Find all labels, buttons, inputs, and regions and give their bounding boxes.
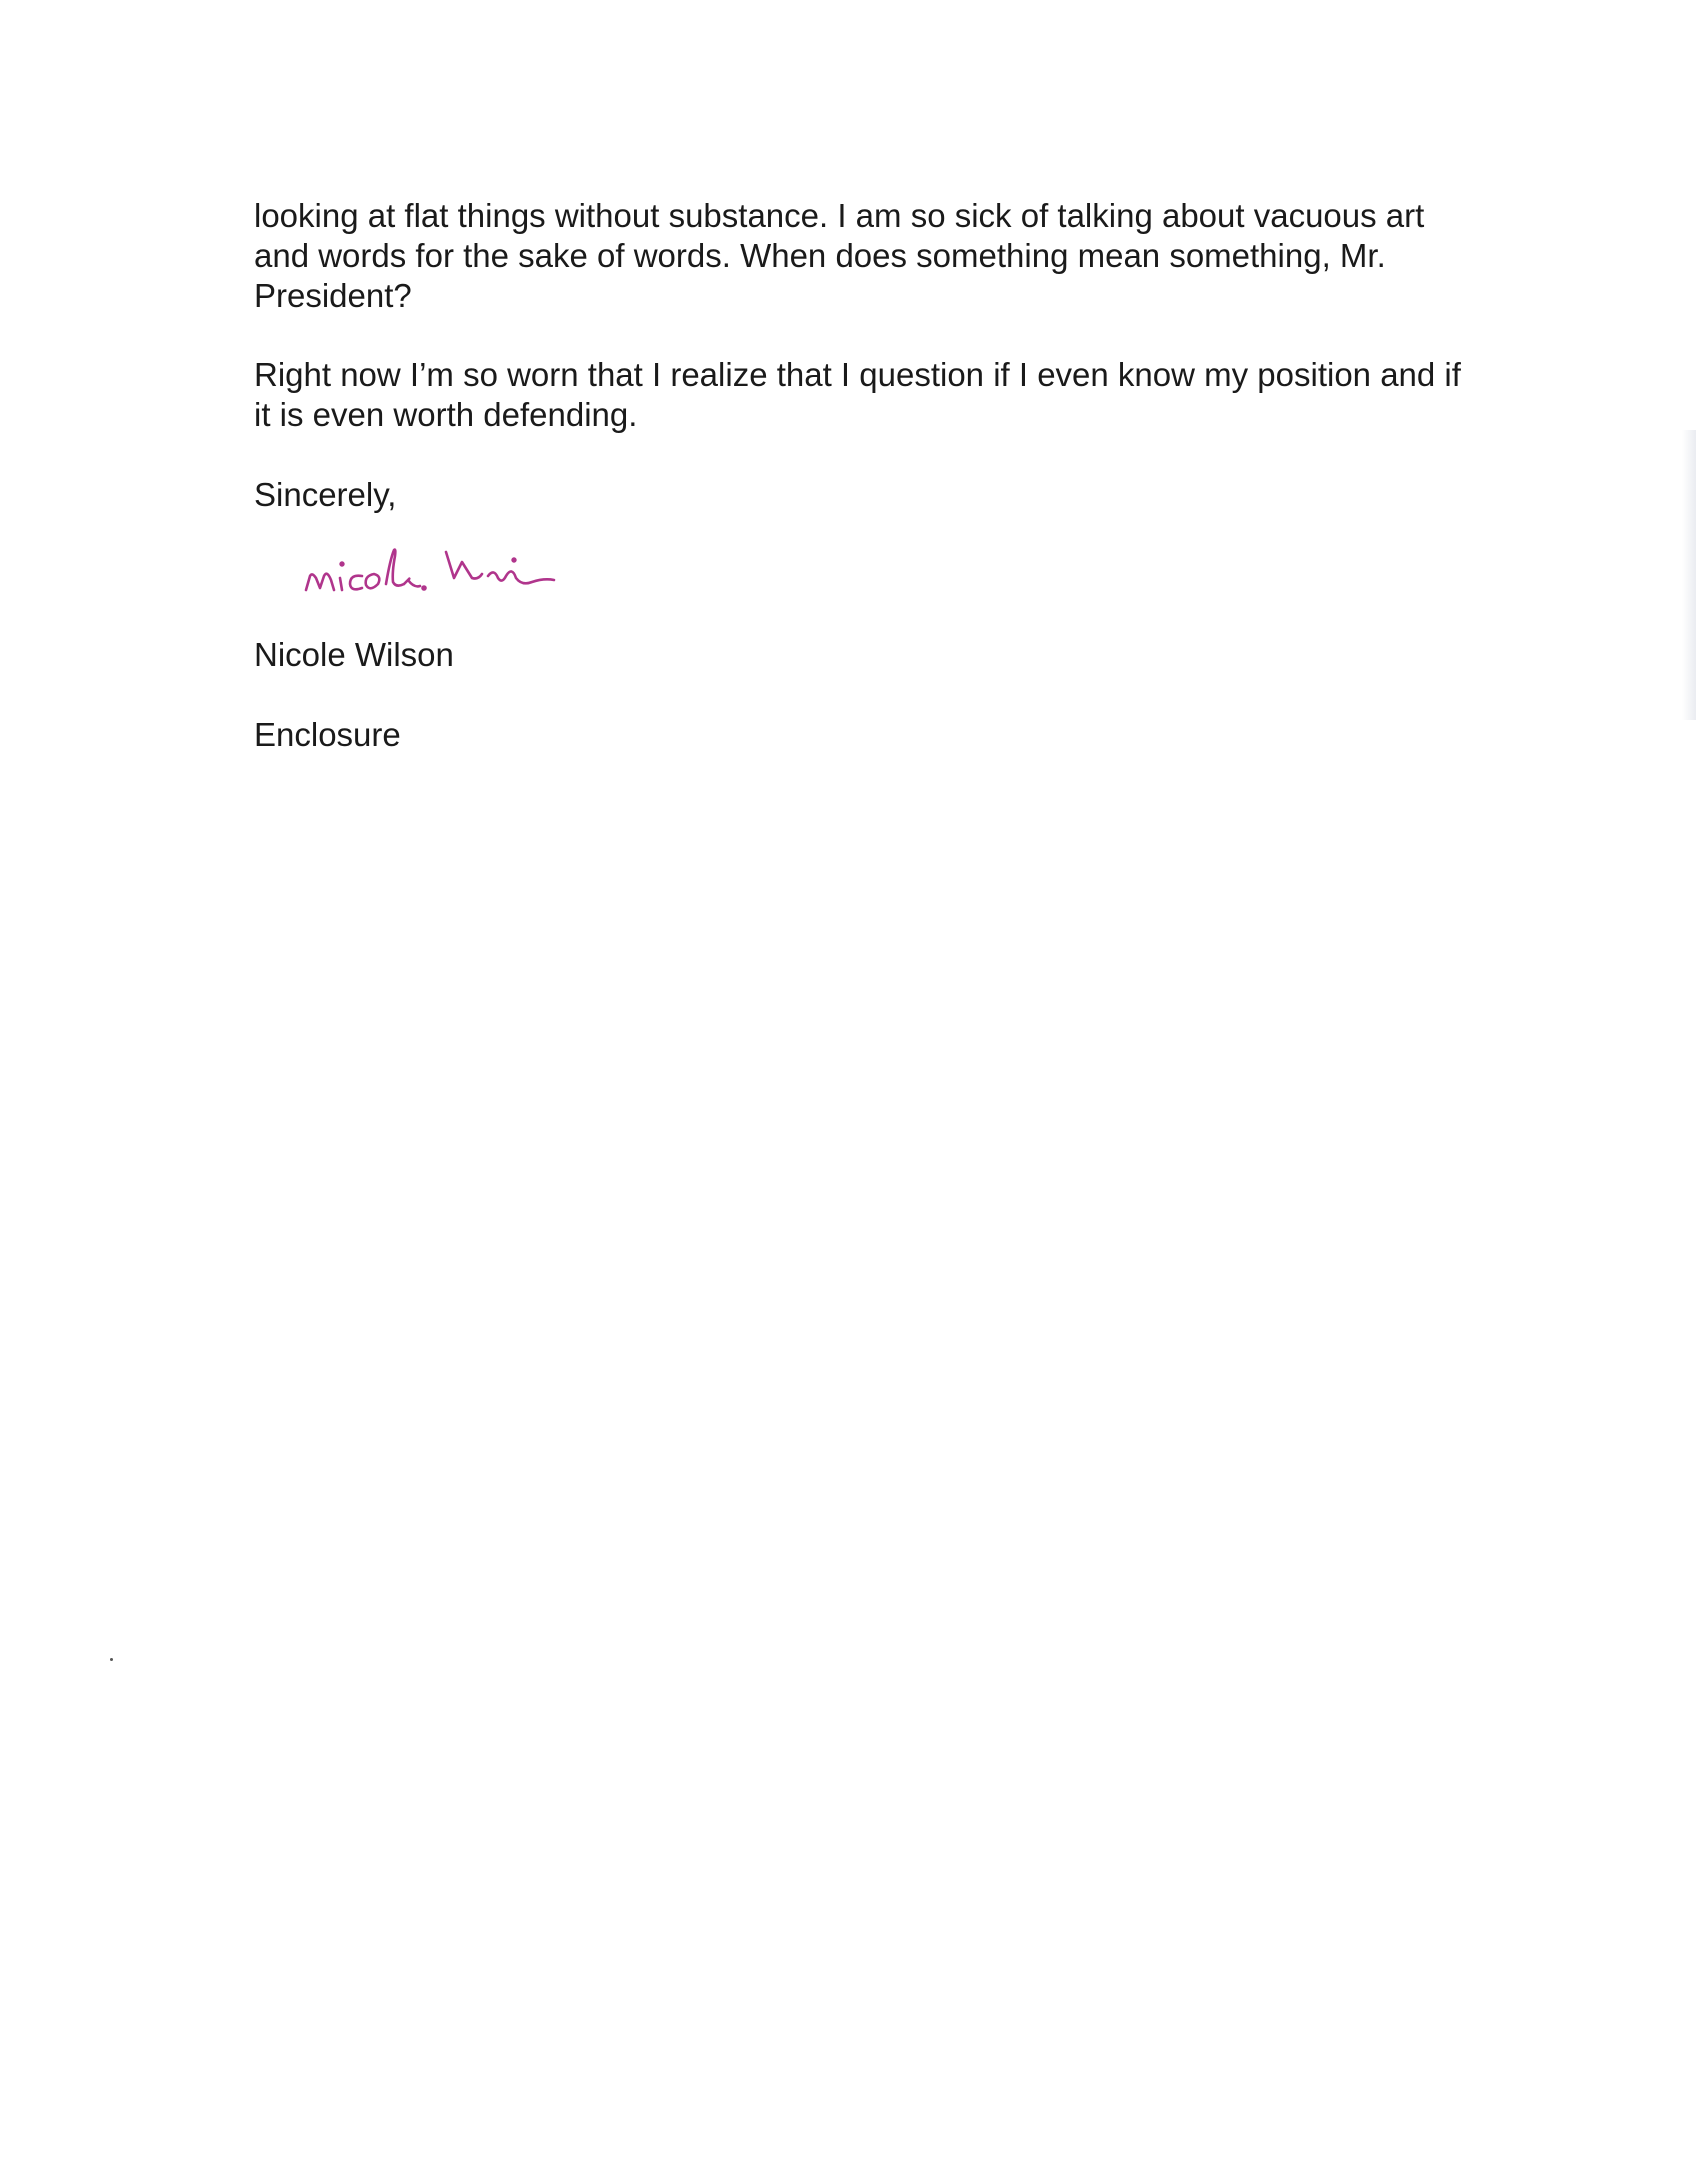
handwritten-signature [300,520,680,610]
body-paragraph: looking at flat things without substance. I am so sick of talking about vacuous art and words for the sake of words. When does something mean something, Mr. President? [254,197,1425,314]
body-paragraph: Right now I’m so worn that I realize that I question if I even know my position and if it is even worth defending. [254,356,1461,433]
signer-name: Nicole Wilson [254,636,454,673]
scan-edge-shadow [1682,430,1696,720]
scan-speck [110,1658,113,1661]
enclosure-notation: Enclosure [254,716,401,753]
closing-salutation: Sincerely, [254,476,397,513]
